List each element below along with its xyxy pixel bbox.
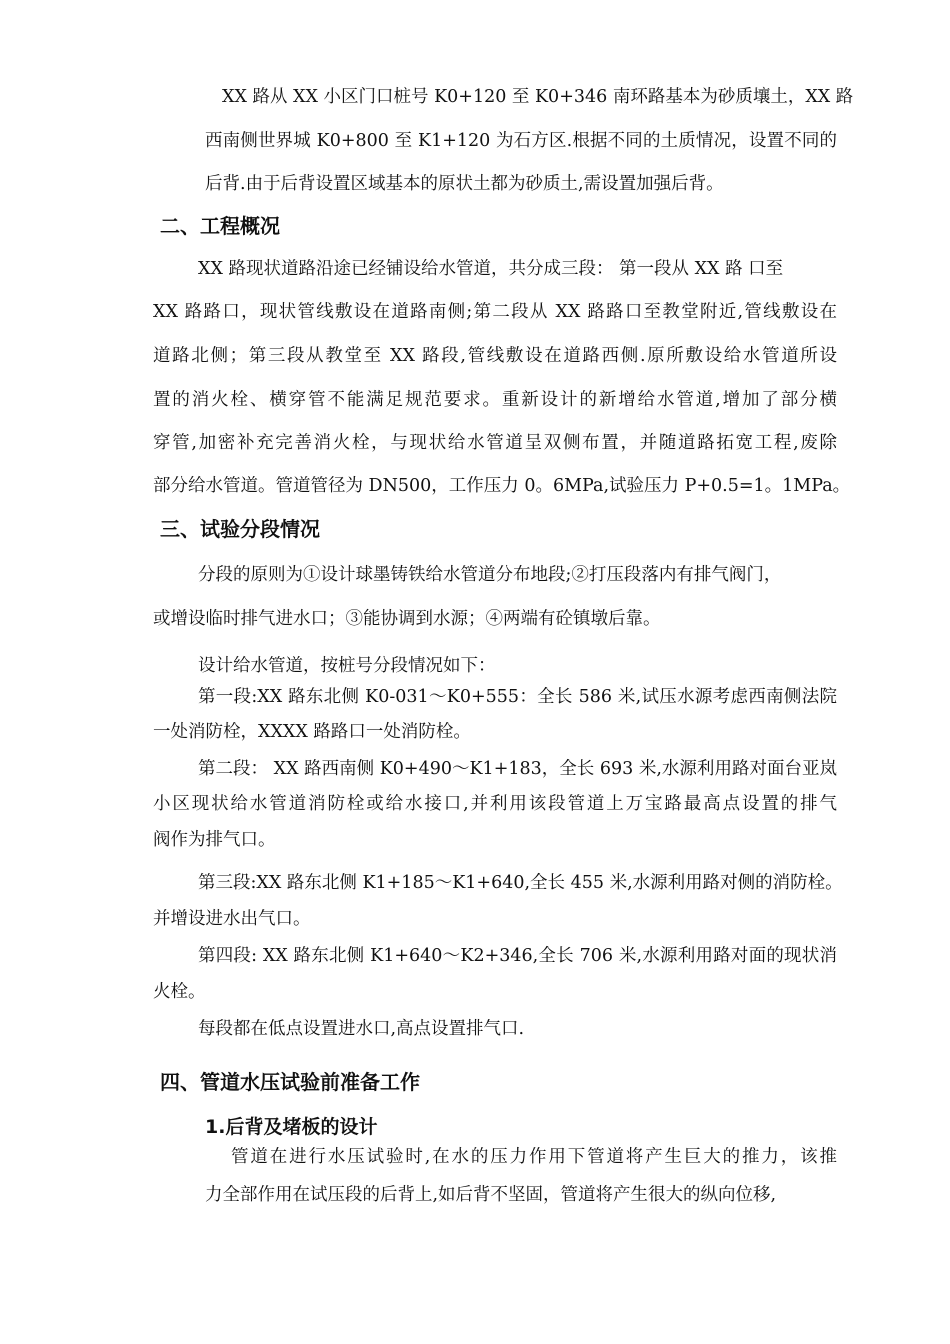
section-4-heading: 四、管道水压试验前准备工作: [160, 1070, 420, 1094]
section-2-line-5: 穿管,加密补充完善消火栓，与现状给水管道呈双侧布置，并随道路拓宽工程,废除: [153, 433, 837, 453]
section-3-line-12: 火栓。: [153, 982, 206, 1002]
section-3-line-8: 阀作为排气口。: [153, 830, 276, 850]
section-3-line-6: 第二段： XX 路西南侧 K0+490～K1+183，全长 693 米,水源利用路对面台亚岚: [198, 759, 837, 779]
section-2-line-4: 置的消火栓、横穿管不能满足规范要求。重新设计的新增给水管道,增加了部分横: [153, 390, 837, 410]
section-2-line-2: XX 路路口，现状管线敷设在道路南侧;第二段从 XX 路路口至教堂附近,管线敷设在: [153, 302, 837, 322]
intro-line-2: 西南侧世界城 K0+800 至 K1+120 为石方区.根据不同的土质情况，设置不同的: [205, 131, 837, 151]
section-3-line-5: 一处消防栓，XXXX 路路口一处消防栓。: [153, 722, 471, 742]
section-3-line-7: 小区现状给水管道消防栓或给水接口,并利用该段管道上万宝路最高点设置的排气: [153, 794, 837, 814]
section-2-line-3: 道路北侧；第三段从教堂至 XX 路段,管线敷设在道路西侧.原所敷设给水管道所设: [153, 346, 837, 366]
section-3-heading: 三、试验分段情况: [160, 517, 320, 541]
section-3-line-4: 第一段:XX 路东北侧 K0-031～K0+555：全长 586 米,试压水源考虑西南侧法院: [198, 687, 837, 707]
section-2-heading: 二、工程概况: [160, 214, 280, 238]
section-3-line-10: 并增设进水出气口。: [153, 909, 311, 929]
subsection-1-line-1: 管道在进行水压试验时,在水的压力作用下管道将产生巨大的推力，该推: [231, 1147, 837, 1167]
section-2-line-1: XX 路现状道路沿途已经铺设给水管道，共分成三段： 第一段从 XX 路 口至: [198, 259, 784, 279]
section-3-line-2: 或增设临时排气进水口；③能协调到水源；④两端有砼镇墩后靠。: [153, 609, 661, 629]
subsection-1-heading: 1.后背及堵板的设计: [205, 1116, 378, 1138]
intro-line-3: 后背.由于后背设置区域基本的原状土都为砂质土,需设置加强后背。: [205, 174, 724, 194]
intro-line-1: XX 路从 XX 小区门口桩号 K0+120 至 K0+346 南环路基本为砂质壤土，XX 路: [222, 87, 854, 107]
section-3-line-13: 每段都在低点设置进水口,高点设置排气口.: [198, 1019, 525, 1039]
section-3-line-9: 第三段:XX 路东北侧 K1+185～K1+640,全长 455 米,水源利用路对侧的消防栓。: [198, 873, 843, 893]
subsection-1-line-2: 力全部作用在试压段的后背上,如后背不坚固，管道将产生很大的纵向位移,: [205, 1185, 777, 1205]
section-2-line-6: 部分给水管道。管道管径为 DN500，工作压力 0。6MPa,试验压力 P+0.5=1。1MPa。: [153, 476, 851, 496]
section-3-line-3: 设计给水管道，按桩号分段情况如下：: [198, 656, 496, 676]
section-3-line-1: 分段的原则为①设计球墨铸铁给水管道分布地段;②打压段落内有排气阀门，: [198, 565, 782, 585]
section-3-line-11: 第四段: XX 路东北侧 K1+640～K2+346,全长 706 米,水源利用路对面的现状消: [198, 946, 837, 966]
